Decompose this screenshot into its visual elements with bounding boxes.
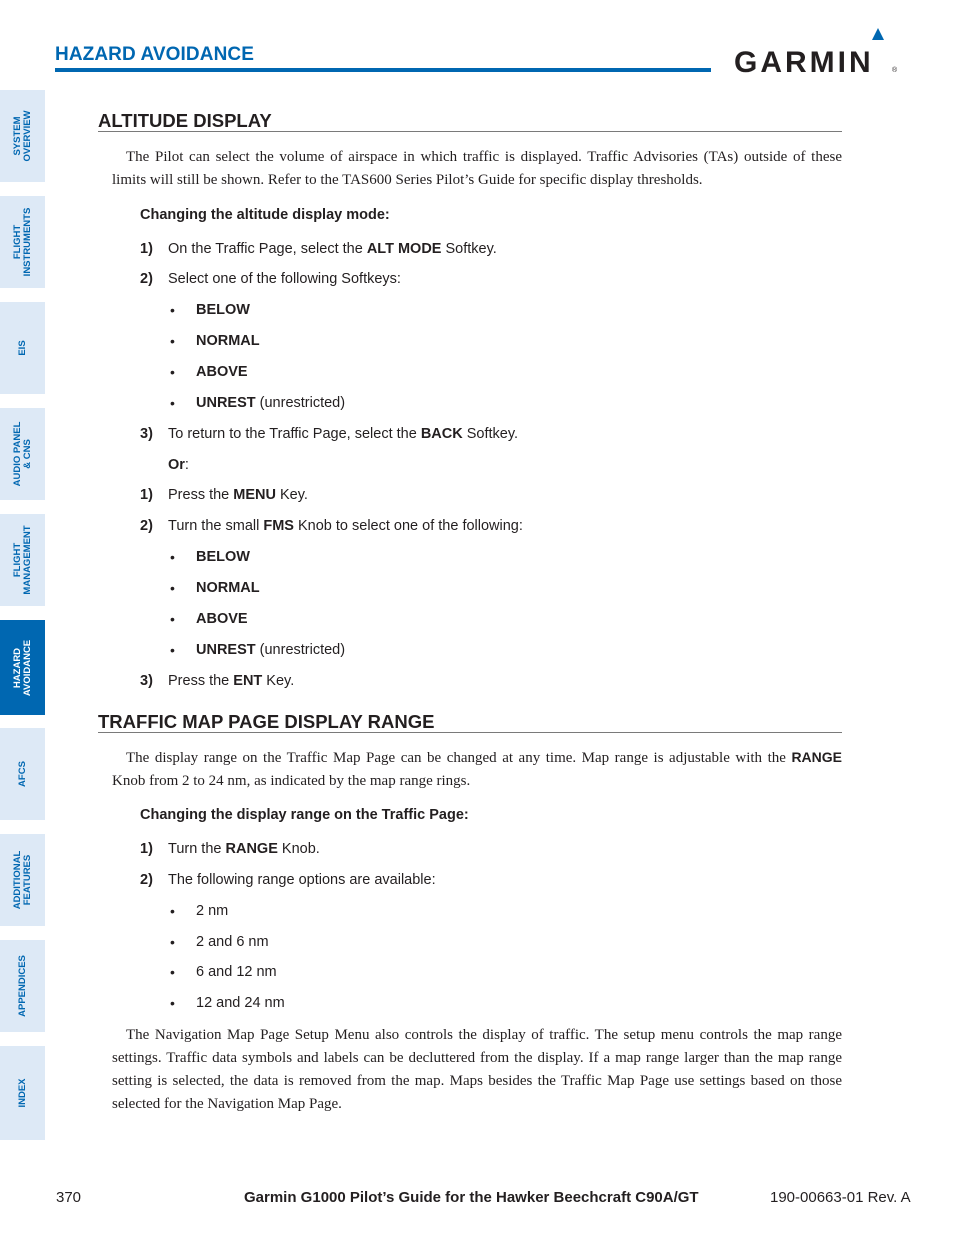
page-number: 370 — [56, 1189, 82, 1206]
tab-afcs[interactable]: AFCS — [0, 728, 45, 820]
step-number: 3) — [140, 673, 153, 689]
traffic-map-range-heading: TRAFFIC MAP PAGE DISPLAY RANGE — [98, 711, 435, 732]
step-number: 2) — [140, 271, 153, 287]
list-item: BELOW — [196, 302, 250, 318]
bullet: • — [170, 642, 175, 658]
procedure-title: Changing the display range on the Traffic Page: — [140, 807, 469, 823]
step-text: Turn the RANGE Knob. — [168, 841, 320, 857]
bullet: • — [170, 333, 175, 349]
list-item: NORMAL — [196, 333, 260, 349]
tab-flight-management[interactable]: FLIGHT MANAGEMENT — [0, 514, 45, 606]
svg-text:®: ® — [892, 67, 898, 74]
tab-additional-features[interactable]: ADDITIONAL FEATURES — [0, 834, 45, 926]
list-item: NORMAL — [196, 580, 260, 596]
altitude-display-heading: ALTITUDE DISPLAY — [98, 110, 272, 131]
tab-audio-panel[interactable]: AUDIO PANEL & CNS — [0, 408, 45, 500]
doc-number: 190-00663-01 Rev. A — [770, 1189, 911, 1206]
list-item: BELOW — [196, 549, 250, 565]
tab-system-overview[interactable]: SYSTEM OVERVIEW — [0, 90, 45, 182]
list-item: ABOVE — [196, 364, 248, 380]
header-rule — [55, 68, 711, 72]
bullet: • — [170, 302, 175, 318]
step-number: 1) — [140, 487, 153, 503]
bullet: • — [170, 964, 175, 980]
section-header-title: HAZARD AVOIDANCE — [55, 44, 254, 65]
bullet: • — [170, 934, 175, 950]
list-item: 6 and 12 nm — [196, 964, 277, 980]
step-number: 1) — [140, 241, 153, 257]
step-text: Press the MENU Key. — [168, 487, 308, 503]
garmin-logo — [734, 26, 899, 76]
bullet: • — [170, 580, 175, 596]
tab-appendices[interactable]: APPENDICES — [0, 940, 45, 1032]
bullet: • — [170, 995, 175, 1011]
bullet: • — [170, 395, 175, 411]
bullet: • — [170, 549, 175, 565]
bullet: • — [170, 611, 175, 627]
heading-rule — [98, 732, 842, 733]
or-label: Or: — [168, 457, 189, 473]
bullet: • — [170, 903, 175, 919]
garmin-wordmark: GARMIN — [734, 46, 874, 76]
step-text: To return to the Traffic Page, select the BACK Softkey. — [168, 426, 519, 442]
tab-eis[interactable]: EIS — [0, 302, 45, 394]
step-number: 2) — [140, 872, 153, 888]
step-number: 2) — [140, 518, 153, 534]
tab-flight-instruments[interactable]: FLIGHT INSTRUMENTS — [0, 196, 45, 288]
step-text: Press the ENT Key. — [168, 673, 295, 689]
list-item: ABOVE — [196, 611, 248, 627]
list-item: UNREST (unrestricted) — [196, 642, 346, 658]
closing-paragraph: The Navigation Map Page Setup Menu also controls the display of traffic. The setup menu controls the map range settings. Traffic data symbols and labels can be decluttered from the display. If a map range larger than the map range setting is selected, the data is removed from the map. Maps besides the Traffic Map Page use settings based on those selected for the Navigation Map Page. — [112, 1027, 842, 1112]
step-text: On the Traffic Page, select the ALT MODE Softkey. — [168, 241, 497, 257]
step-number: 3) — [140, 426, 153, 442]
procedure-title: Changing the altitude display mode: — [140, 207, 390, 223]
footer-title: Garmin G1000 Pilot’s Guide for the Hawker Beechcraft C90A/GT — [244, 1189, 699, 1206]
list-item: 2 nm — [196, 903, 229, 919]
step-text: The following range options are available: — [168, 872, 436, 888]
step-text: Turn the small FMS Knob to select one of the following: — [168, 518, 523, 534]
range-intro-paragraph: The display range on the Traffic Map Page can be changed at any time. Map range is adjustable with the RANGE Knob from 2 to 24 nm, as indicated by the map range rings. — [112, 749, 842, 789]
heading-rule — [98, 131, 842, 132]
tab-index[interactable]: INDEX — [0, 1046, 45, 1140]
step-text: Select one of the following Softkeys: — [168, 271, 401, 287]
step-number: 1) — [140, 841, 153, 857]
garmin-triangle-icon — [872, 28, 884, 40]
tab-hazard-avoidance[interactable]: HAZARD AVOIDANCE — [0, 620, 45, 715]
list-item: UNREST (unrestricted) — [196, 395, 346, 411]
list-item: 2 and 6 nm — [196, 934, 269, 950]
list-item: 12 and 24 nm — [196, 995, 285, 1011]
bullet: • — [170, 364, 175, 380]
altitude-intro-paragraph: The Pilot can select the volume of airspace in which traffic is displayed. Traffic Advisories (TAs) outside of these limits will still be shown. Refer to the TAS600 Series Pilot’s Guide for specific display thresholds. — [112, 149, 842, 188]
